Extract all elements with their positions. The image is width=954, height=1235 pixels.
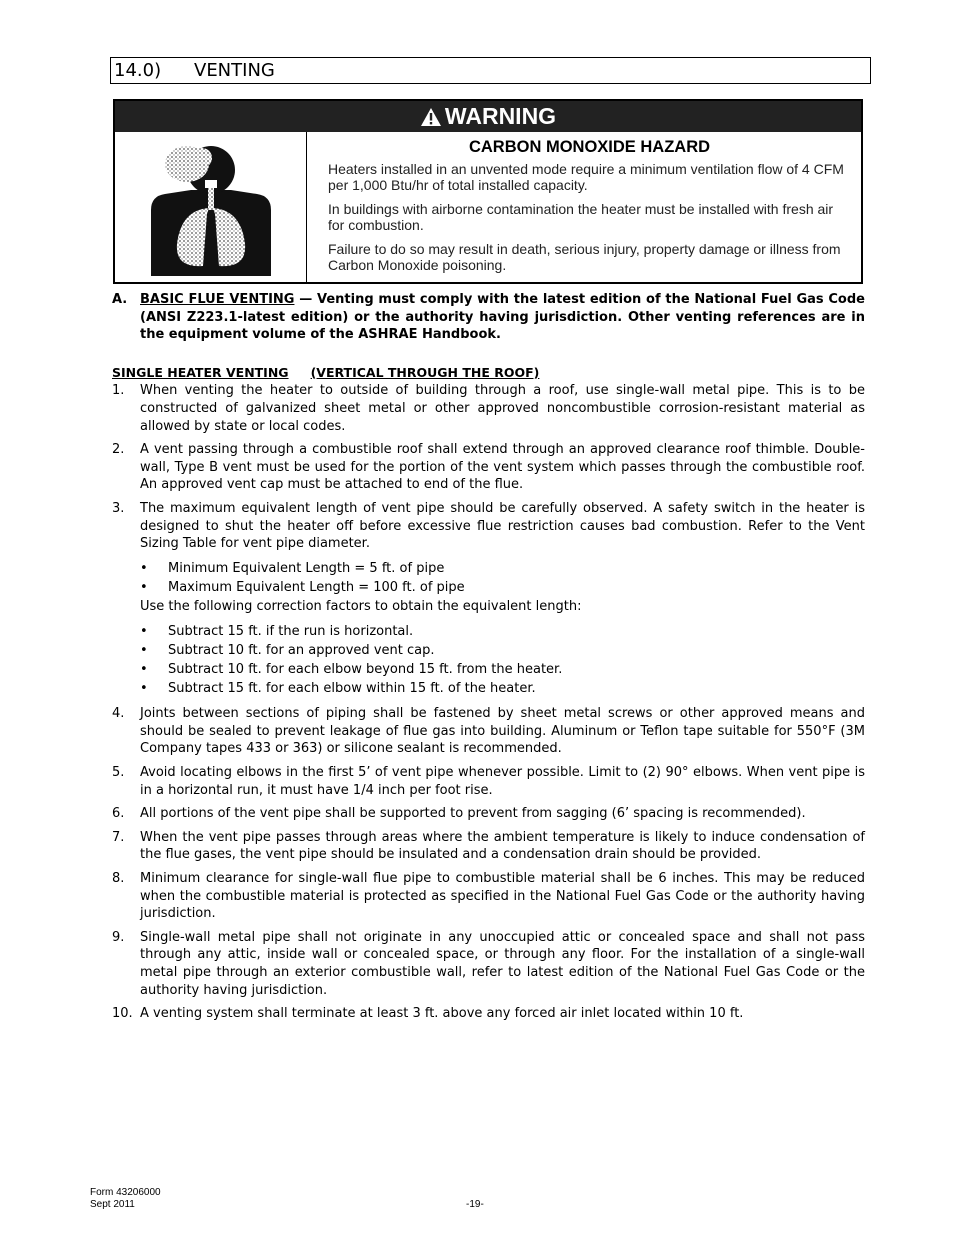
bullet-item <box>140 642 865 660</box>
page-number: -19- <box>466 1199 484 1210</box>
list-item <box>112 1005 865 1023</box>
list-item-number: 1. <box>112 383 125 399</box>
bullet-dot: • <box>140 681 148 697</box>
venting-list <box>112 382 865 1022</box>
bullet-dot: • <box>140 579 148 595</box>
co-inhalation-hazard-icon <box>115 132 307 282</box>
bullet-item <box>140 560 865 578</box>
list-item-text: Single-wall metal pipe shall not originate in any unoccupied attic or concealed space and shall not pass through any attic, inside wall or concealed space, or through any floor. For the installation of a single-wall metal pipe through an exterior combustible wall, refer to latest edition of the National Fuel Gas Code or the authority having jurisdiction. <box>140 929 865 998</box>
paragraph-label: A. <box>112 292 128 307</box>
footer-form-info <box>90 1187 161 1211</box>
footer-date: Sept 2011 <box>90 1199 135 1210</box>
basic-flue-venting-paragraph <box>112 291 865 344</box>
bullet-item <box>140 579 865 597</box>
list-item-number: 10. <box>112 1006 133 1022</box>
list-item <box>112 805 865 823</box>
warning-paragraph: In buildings with airborne contamination the heater must be installed with fresh air for combustion. <box>328 201 834 233</box>
list-item <box>112 705 865 758</box>
correction-bullets <box>140 623 865 698</box>
warning-label: WARNING <box>444 103 557 129</box>
list-item-number: 4. <box>112 706 125 722</box>
bullet-text: Subtract 15 ft. for each elbow within 15 ft. of the heater. <box>168 681 536 697</box>
length-bullets <box>140 560 865 597</box>
list-item-number: 2. <box>112 442 125 458</box>
bullet-dot: • <box>140 560 148 576</box>
list-item-text: The maximum equivalent length of vent pipe should be carefully observed. A safety switch in the heater is designed to shut the heater off before excessive flue restriction causes bad combustion. Refer to the Vent Sizing Table for vent pipe diameter. <box>140 500 865 552</box>
list-item-text: Avoid locating elbows in the first 5’ of vent pipe whenever possible. Limit to (2) 90° elbows. When vent pipe is in a horizontal run, it must have 1/4 inch per foot rise. <box>140 765 865 798</box>
bullet-item <box>140 623 865 641</box>
list-item-number: 9. <box>112 929 125 945</box>
bullet-text: Subtract 10 ft. for each elbow beyond 15 ft. from the heater. <box>168 662 563 678</box>
body-content <box>112 291 865 1029</box>
list-item-number: 7. <box>112 829 125 845</box>
list-item-text: Joints between sections of piping shall be fastened by sheet metal screws or other approved means and should be sealed to prevent leakage of flue gas into building. Aluminum or Teflon tape suitable for 550°F (3M Company tapes 433 or 363) or silicone sealant is recommended. <box>140 706 865 757</box>
bullet-dot: • <box>140 624 148 640</box>
list-item-number: 3. <box>112 500 125 516</box>
list-item-text: Minimum clearance for single-wall flue pipe to combustible material shall be 6 inches. This may be reduced when the combustible material is protected as specified in the National Fuel Gas Code or the authority having jurisdiction. <box>140 870 865 922</box>
bullet-text: Subtract 15 ft. if the run is horizontal. <box>168 624 414 640</box>
section-header <box>110 57 871 84</box>
warning-paragraph: Failure to do so may result in death, serious injury, property damage or illness from Carbon Monoxide poisoning. <box>328 241 841 273</box>
bullet-dot: • <box>140 643 148 659</box>
section-number: 14.0) <box>114 60 162 81</box>
list-item-text: All portions of the vent pipe shall be supported to prevent from sagging (6’ spacing is recommended). <box>140 806 806 822</box>
bullet-text: Minimum Equivalent Length = 5 ft. of pipe <box>168 560 445 576</box>
list-item <box>112 441 865 494</box>
warning-box <box>113 99 863 284</box>
subheading-right: (VERTICAL THROUGH THE ROOF) <box>310 364 540 380</box>
warning-title: CARBON MONOXIDE HAZARD <box>468 138 711 156</box>
warning-paragraph: Heaters installed in an unvented mode require a minimum ventilation flow of 4 CFM per 1,000 Btu/hr of total installed capacity. <box>328 161 844 193</box>
correction-intro: Use the following correction factors to obtain the equivalent length: <box>140 598 582 614</box>
bullet-item <box>140 680 865 698</box>
bullet-text: Maximum Equivalent Length = 100 ft. of pipe <box>168 579 465 595</box>
section-title: VENTING <box>194 60 275 81</box>
paragraph-heading: BASIC FLUE VENTING <box>140 292 295 307</box>
list-item-number: 8. <box>112 870 125 886</box>
list-item <box>112 382 865 435</box>
list-item-text: When the vent pipe passes through areas where the ambient temperature is likely to induce condensation of the flue gases, the vent pipe should be insulated and a condensation drain should be provided. <box>140 829 865 863</box>
list-item-text: A venting system shall terminate at least 3 ft. above any forced air inlet located within 10 ft. <box>140 1006 744 1022</box>
single-heater-venting-heading <box>112 364 865 382</box>
subheading-left: SINGLE HEATER VENTING <box>112 364 289 380</box>
bullet-item <box>140 661 865 679</box>
list-item <box>112 829 865 864</box>
list-item <box>112 764 865 799</box>
list-item <box>112 870 865 923</box>
list-item <box>112 929 865 999</box>
list-item-number: 5. <box>112 765 125 780</box>
paragraph-text: — Venting must comply with the latest edition of the National Fuel Gas Code (ANSI Z223.1-latest edition) or the authority having jurisdiction. Other venting references are in the equipment volume of the ASHRAE Handbook. <box>140 292 865 343</box>
bullet-text: Subtract 10 ft. for an approved vent cap. <box>168 643 435 659</box>
list-item-number: 6. <box>112 806 125 822</box>
footer-form-number: Form 43206000 <box>90 1187 161 1198</box>
bullet-dot: • <box>140 662 148 678</box>
list-item-text: A vent passing through a combustible roof shall extend through an approved clearance roof thimble. Double-wall, Type B vent must be used for the portion of the vent system which passes through the combustible roof. An approved vent cap must be attached to end of the flue. <box>140 442 865 493</box>
warning-bar <box>115 101 861 132</box>
warning-triangle-icon <box>420 104 442 135</box>
list-item <box>112 500 865 699</box>
list-item-text: When venting the heater to outside of building through a roof, use single-wall metal pipe. This is to be constructed of galvanized sheet metal or other approved noncombustible corrosion-resistant material as allowed by state or local codes. <box>140 383 865 434</box>
